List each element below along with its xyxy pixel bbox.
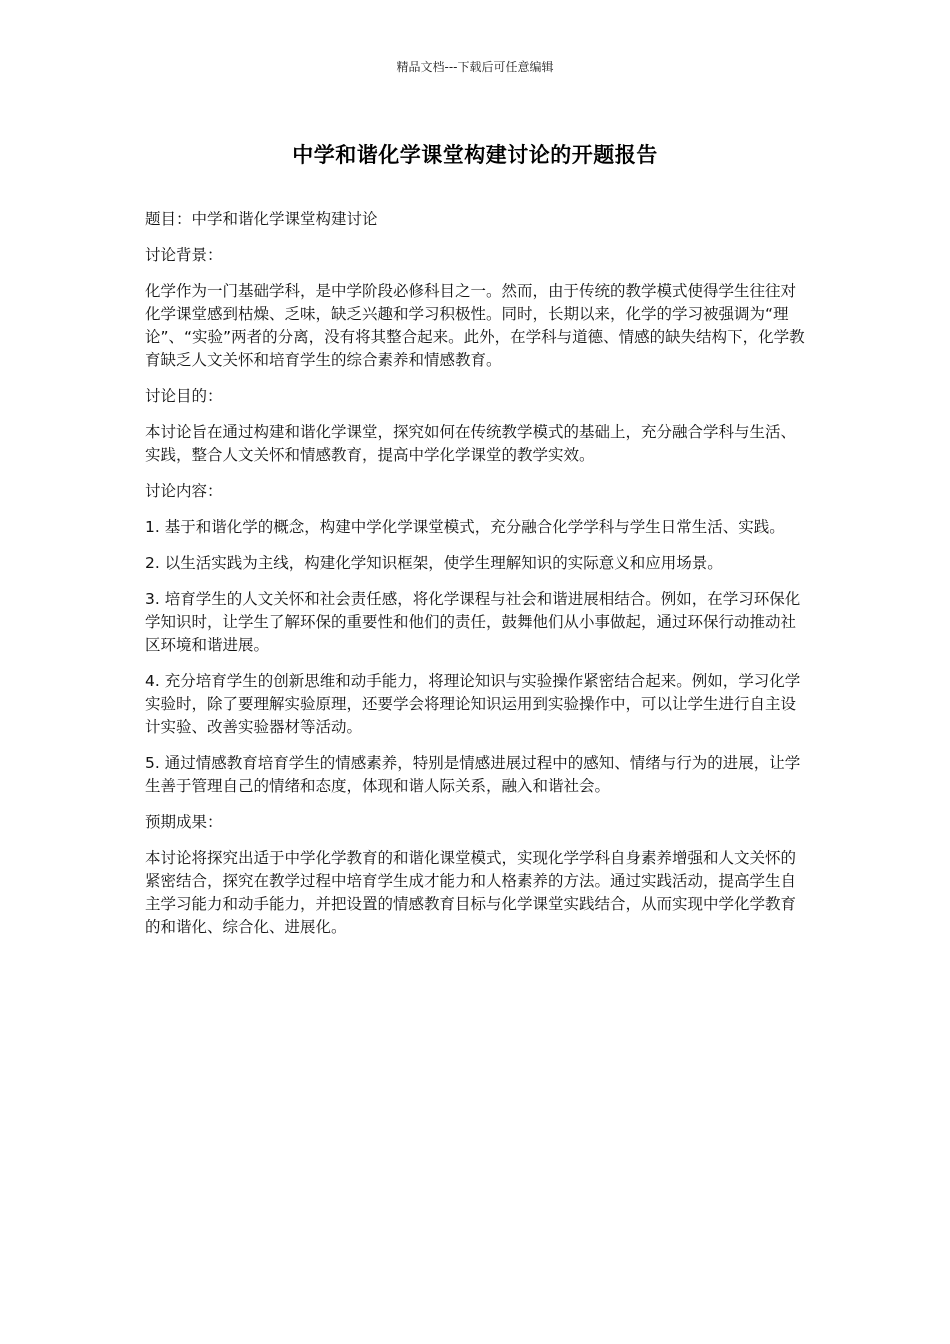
topic-line: 题目：中学和谐化学课堂构建讨论 — [145, 210, 378, 228]
content-heading: 讨论内容： — [145, 482, 223, 500]
document-title: 中学和谐化学课堂构建讨论的开题报告 — [292, 143, 658, 167]
document-body — [145, 208, 810, 952]
content-item-5: 5. 通过情感教育培育学生的情感素养，特别是情感进展过程中的感知、情绪与行为的进展，让学生善于管理自己的情绪和态度，体现和谐人际关系，融入和谐社会。 — [145, 754, 801, 795]
outcome-heading: 预期成果： — [145, 813, 223, 831]
content-item-4: 4. 充分培育学生的创新思维和动手能力，将理论知识与实验操作紧密结合起来。例如，学习化学实验时，除了要理解实验原理，还要学会将理论知识运用到实验操作中，可以让学生进行自主设计实验、改善实验器材等活动。 — [145, 672, 801, 736]
background-paragraph: 化学作为一门基础学科，是中学阶段必修科目之一。然而，由于传统的教学模式使得学生往往对化学课堂感到枯燥、乏味，缺乏兴趣和学习积极性。同时，长期以来，化学的学习被强调为“理论”、“实验”两者的分离，没有将其整合起来。此外，在学科与道德、情感的缺失结构下，化学教育缺乏人文关怀和培育学生的综合素养和情感教育。 — [145, 282, 805, 369]
page-header: 精品文档---下载后可任意编辑 — [396, 60, 554, 74]
content-item-1: 1. 基于和谐化学的概念，构建中学化学课堂模式，充分融合化学学科与学生日常生活、实践。 — [145, 518, 785, 536]
content-item-2: 2. 以生活实践为主线，构建化学知识框架，使学生理解知识的实际意义和应用场景。 — [145, 554, 723, 572]
purpose-paragraph: 本讨论旨在通过构建和谐化学课堂，探究如何在传统教学模式的基础上，充分融合学科与生活、实践，整合人文关怀和情感教育，提高中学化学课堂的教学实效。 — [145, 423, 797, 464]
content-item-3: 3. 培育学生的人文关怀和社会责任感，将化学课程与社会和谐进展相结合。例如，在学习环保化学知识时，让学生了解环保的重要性和他们的责任，鼓舞他们从小事做起，通过环保行动推动社区环境和谐进展。 — [145, 590, 801, 654]
outcome-paragraph: 本讨论将探究出适于中学化学教育的和谐化课堂模式，实现化学学科自身素养增强和人文关怀的紧密结合，探究在教学过程中培育学生成才能力和人格素养的方法。通过实践活动，提高学生自主学习能力和动手能力，并把设置的情感教育目标与化学课堂实践结合，从而实现中学化学教育的和谐化、综合化、进展化。 — [145, 849, 797, 936]
background-heading: 讨论背景： — [145, 246, 223, 264]
purpose-heading: 讨论目的： — [145, 387, 223, 405]
